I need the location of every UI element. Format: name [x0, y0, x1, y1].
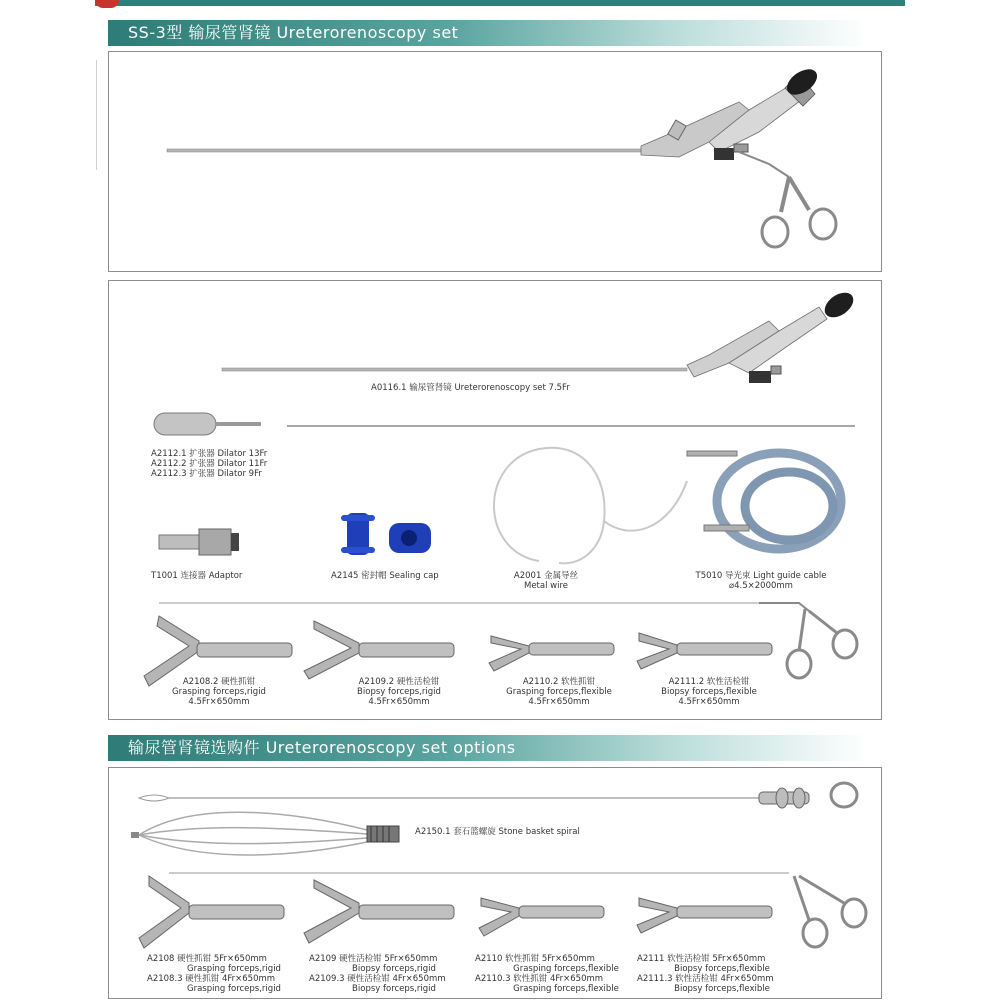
metal-wire-label-en: Metal wire: [523, 581, 569, 591]
dilator-label-2: A2112.2 扩张器 Dilator 11Fr: [151, 459, 268, 469]
panel-set-options: [108, 767, 882, 999]
option-line-3: A2109.3 硬性活检钳 4Fr×650mm: [309, 974, 446, 984]
forceps-size: 4.5Fr×650mm: [528, 697, 590, 707]
option-line-1: A2108 硬性抓钳 5Fr×650mm: [147, 954, 267, 964]
adaptor-label: T1001 连接器 Adaptor: [151, 571, 243, 581]
brand-logo: [95, 0, 119, 8]
option-line-4: Biopsy forceps,flexible: [674, 984, 770, 994]
forceps-code: A2111.2 软性活检钳: [668, 677, 750, 687]
option-line-2: Grasping forceps,rigid: [187, 964, 281, 974]
dilator-label-3: A2112.3 扩张器 Dilator 9Fr: [151, 469, 262, 479]
option-line-3: A2110.3 软性抓钳 4Fr×650mm: [475, 974, 604, 984]
top-bar: [95, 0, 905, 6]
section-header-options: [108, 735, 868, 761]
option-line-4: Grasping forceps,flexible: [513, 984, 619, 994]
forceps-code: A2109.2 硬性活检钳: [358, 677, 440, 687]
option-line-2: Biopsy forceps,flexible: [674, 964, 770, 974]
section-header-set: [108, 20, 868, 46]
stone-basket-label: A2150.1 套石篮螺旋 Stone basket spiral: [415, 827, 580, 837]
forceps-name: Biopsy forceps,rigid: [357, 687, 441, 697]
panel-ureterorenoscope: [108, 51, 882, 272]
forceps-name: Grasping forceps,rigid: [172, 687, 266, 697]
forceps-size: 4.5Fr×650mm: [368, 697, 430, 707]
option-line-1: A2110 软性抓钳 5Fr×650mm: [475, 954, 595, 964]
light-cable-size: ⌀4.5×2000mm: [729, 581, 793, 591]
option-line-4: Grasping forceps,rigid: [187, 984, 281, 994]
forceps-code: A2110.2 软性抓钳: [522, 677, 596, 687]
forceps-name: Grasping forceps,flexible: [506, 687, 612, 697]
option-line-1: A2111 软性活检钳 5Fr×650mm: [637, 954, 766, 964]
section-title: 输尿管肾镜选购件 Ureterorenoscopy set options: [128, 738, 516, 757]
metal-wire-label-cn: A2001 金属导丝: [513, 571, 579, 581]
section-title: SS-3型 输尿管肾镜 Ureterorenoscopy set: [128, 23, 459, 42]
option-line-1: A2109 硬性活检钳 5Fr×650mm: [309, 954, 438, 964]
option-line-3: A2108.3 硬性抓钳 4Fr×650mm: [147, 974, 276, 984]
set-contents-illustration: [109, 281, 881, 719]
option-line-3: A2111.3 软性活检钳 4Fr×650mm: [637, 974, 774, 984]
sealing-cap-label: A2145 密封帽 Sealing cap: [331, 571, 439, 581]
dilator-label-1: A2112.1 扩张器 Dilator 13Fr: [151, 449, 268, 459]
forceps-size: 4.5Fr×650mm: [188, 697, 250, 707]
option-line-4: Biopsy forceps,rigid: [352, 984, 436, 994]
option-line-2: Biopsy forceps,rigid: [352, 964, 436, 974]
panel-set-contents: [108, 280, 882, 720]
ureterorenoscope-illustration: [109, 52, 881, 271]
forceps-name: Biopsy forceps,flexible: [661, 687, 757, 697]
divider: [96, 60, 97, 170]
forceps-code: A2108.2 硬性抓钳: [182, 677, 256, 687]
forceps-size: 4.5Fr×650mm: [678, 697, 740, 707]
option-line-2: Grasping forceps,flexible: [513, 964, 619, 974]
light-cable-label: T5010 导光束 Light guide cable: [695, 571, 827, 581]
scope-label: A0116.1 输尿管肾镜 Ureterorenoscopy set 7.5Fr: [371, 383, 570, 393]
